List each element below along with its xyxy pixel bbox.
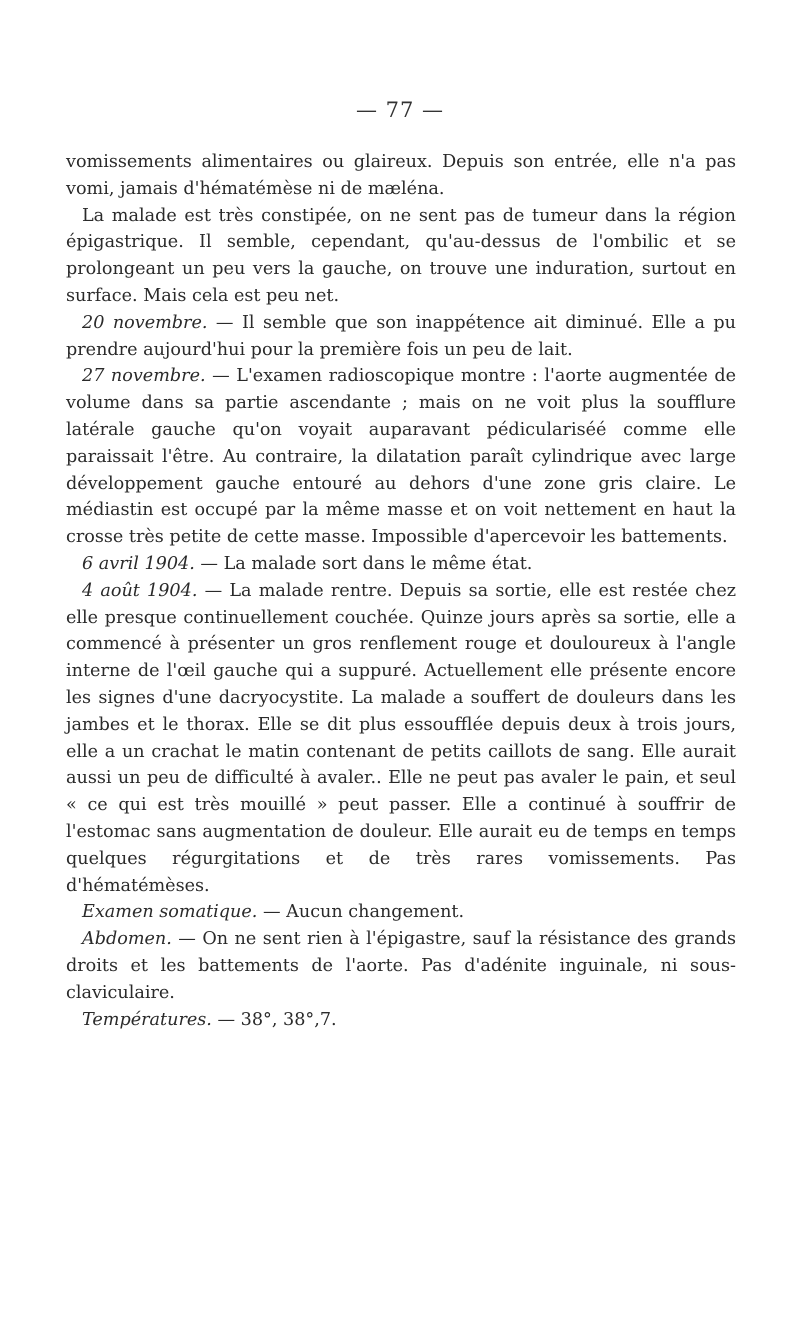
date-heading: 27 novembre. [82,366,206,387]
paragraph-text: — La malade sort dans le même état. [194,553,533,574]
paragraph [66,578,736,900]
paragraph [66,551,736,578]
paragraph-text: La malade est très constipée, on ne sent pas de tumeur dans la région épigastrique. Il semble, cependant, qu'au-dessus de l'ombilic et se prolongeant un peu vers la gauche, on trouve une induration, surtout en surface. Mais cela est peu net. [66,205,736,306]
paragraph-text: — La malade rentre. Depuis sa sortie, elle est restée chez elle presque continuellement couchée. Quinze jours après sa sortie, elle a commencé à présenter un gros renflement rouge et douloureux à l'angle interne de l'œil gauche qui a suppuré. Actuellement elle présente encore les signes d'une dacryocystite. La malade a souffert de douleurs dans les jambes et le thorax. Elle se dit plus essoufflée depuis deux à trois jours, elle a un crachat le matin contenant de petits caillots de sang. Elle aurait aussi un peu de difficulté à avaler.. Elle ne peut pas avaler le pain, et seul « ce qui est très mouillé » peut passer. Elle a continué à souffrir de l'estomac sans augmentation de douleur. Elle aurait eu de temps en temps quelques régurgitations et de très rares vomissements. Pas d'hématémèses. [66,580,737,896]
paragraph-text: — 38°, 38°,7. [211,1009,337,1030]
paragraph [66,203,736,310]
date-heading: 4 août 1904. [82,580,198,601]
paragraph-text: — Il semble que son inappétence ait diminué. Elle a pu prendre aujourd'hui pour la première fois un peu de lait. [66,312,736,360]
paragraph [66,363,736,551]
paragraph-text: vomissements alimentaires ou glaireux. Depuis son entrée, elle n'a pas vomi, jamais d'hématémèse ni de mæléna. [66,152,736,199]
paragraph [66,899,736,926]
body-text [66,149,736,1033]
paragraph-text: — On ne sent rien à l'épigastre, sauf la résistance des grands droits et les battements de l'aorte. Pas d'adénite inguinale, ni sous-claviculaire. [66,929,736,1003]
paragraph [66,310,736,364]
page-number: — 77 — [355,98,445,122]
paragraph-text: — Aucun changement. [257,902,465,923]
section-heading: Examen somatique. [82,902,258,923]
section-heading: Abdomen. [82,929,172,950]
paragraph [66,926,736,1006]
date-heading: 6 avril 1904. [82,553,195,574]
paragraph-text: — L'examen radioscopique montre : l'aorte augmentée de volume dans sa partie ascendante ; mais on ne voit plus la soufflure latérale gauche qu'on voyait auparavant pédiculariséé comme elle paraissait l'être. Au contraire, la dilatation paraît cylindrique avec large développement gauche entouré au dehors d'une zone gris claire. Le médiastin est occupé par la même masse et on voit nettement en haut la crosse très petite de cette masse. Impossible d'apercevoir les battements. [66,366,736,548]
paragraph [66,1007,736,1034]
date-heading: 20 novembre. [82,312,208,333]
paragraph [66,149,736,203]
section-heading: Températures. [82,1009,212,1030]
